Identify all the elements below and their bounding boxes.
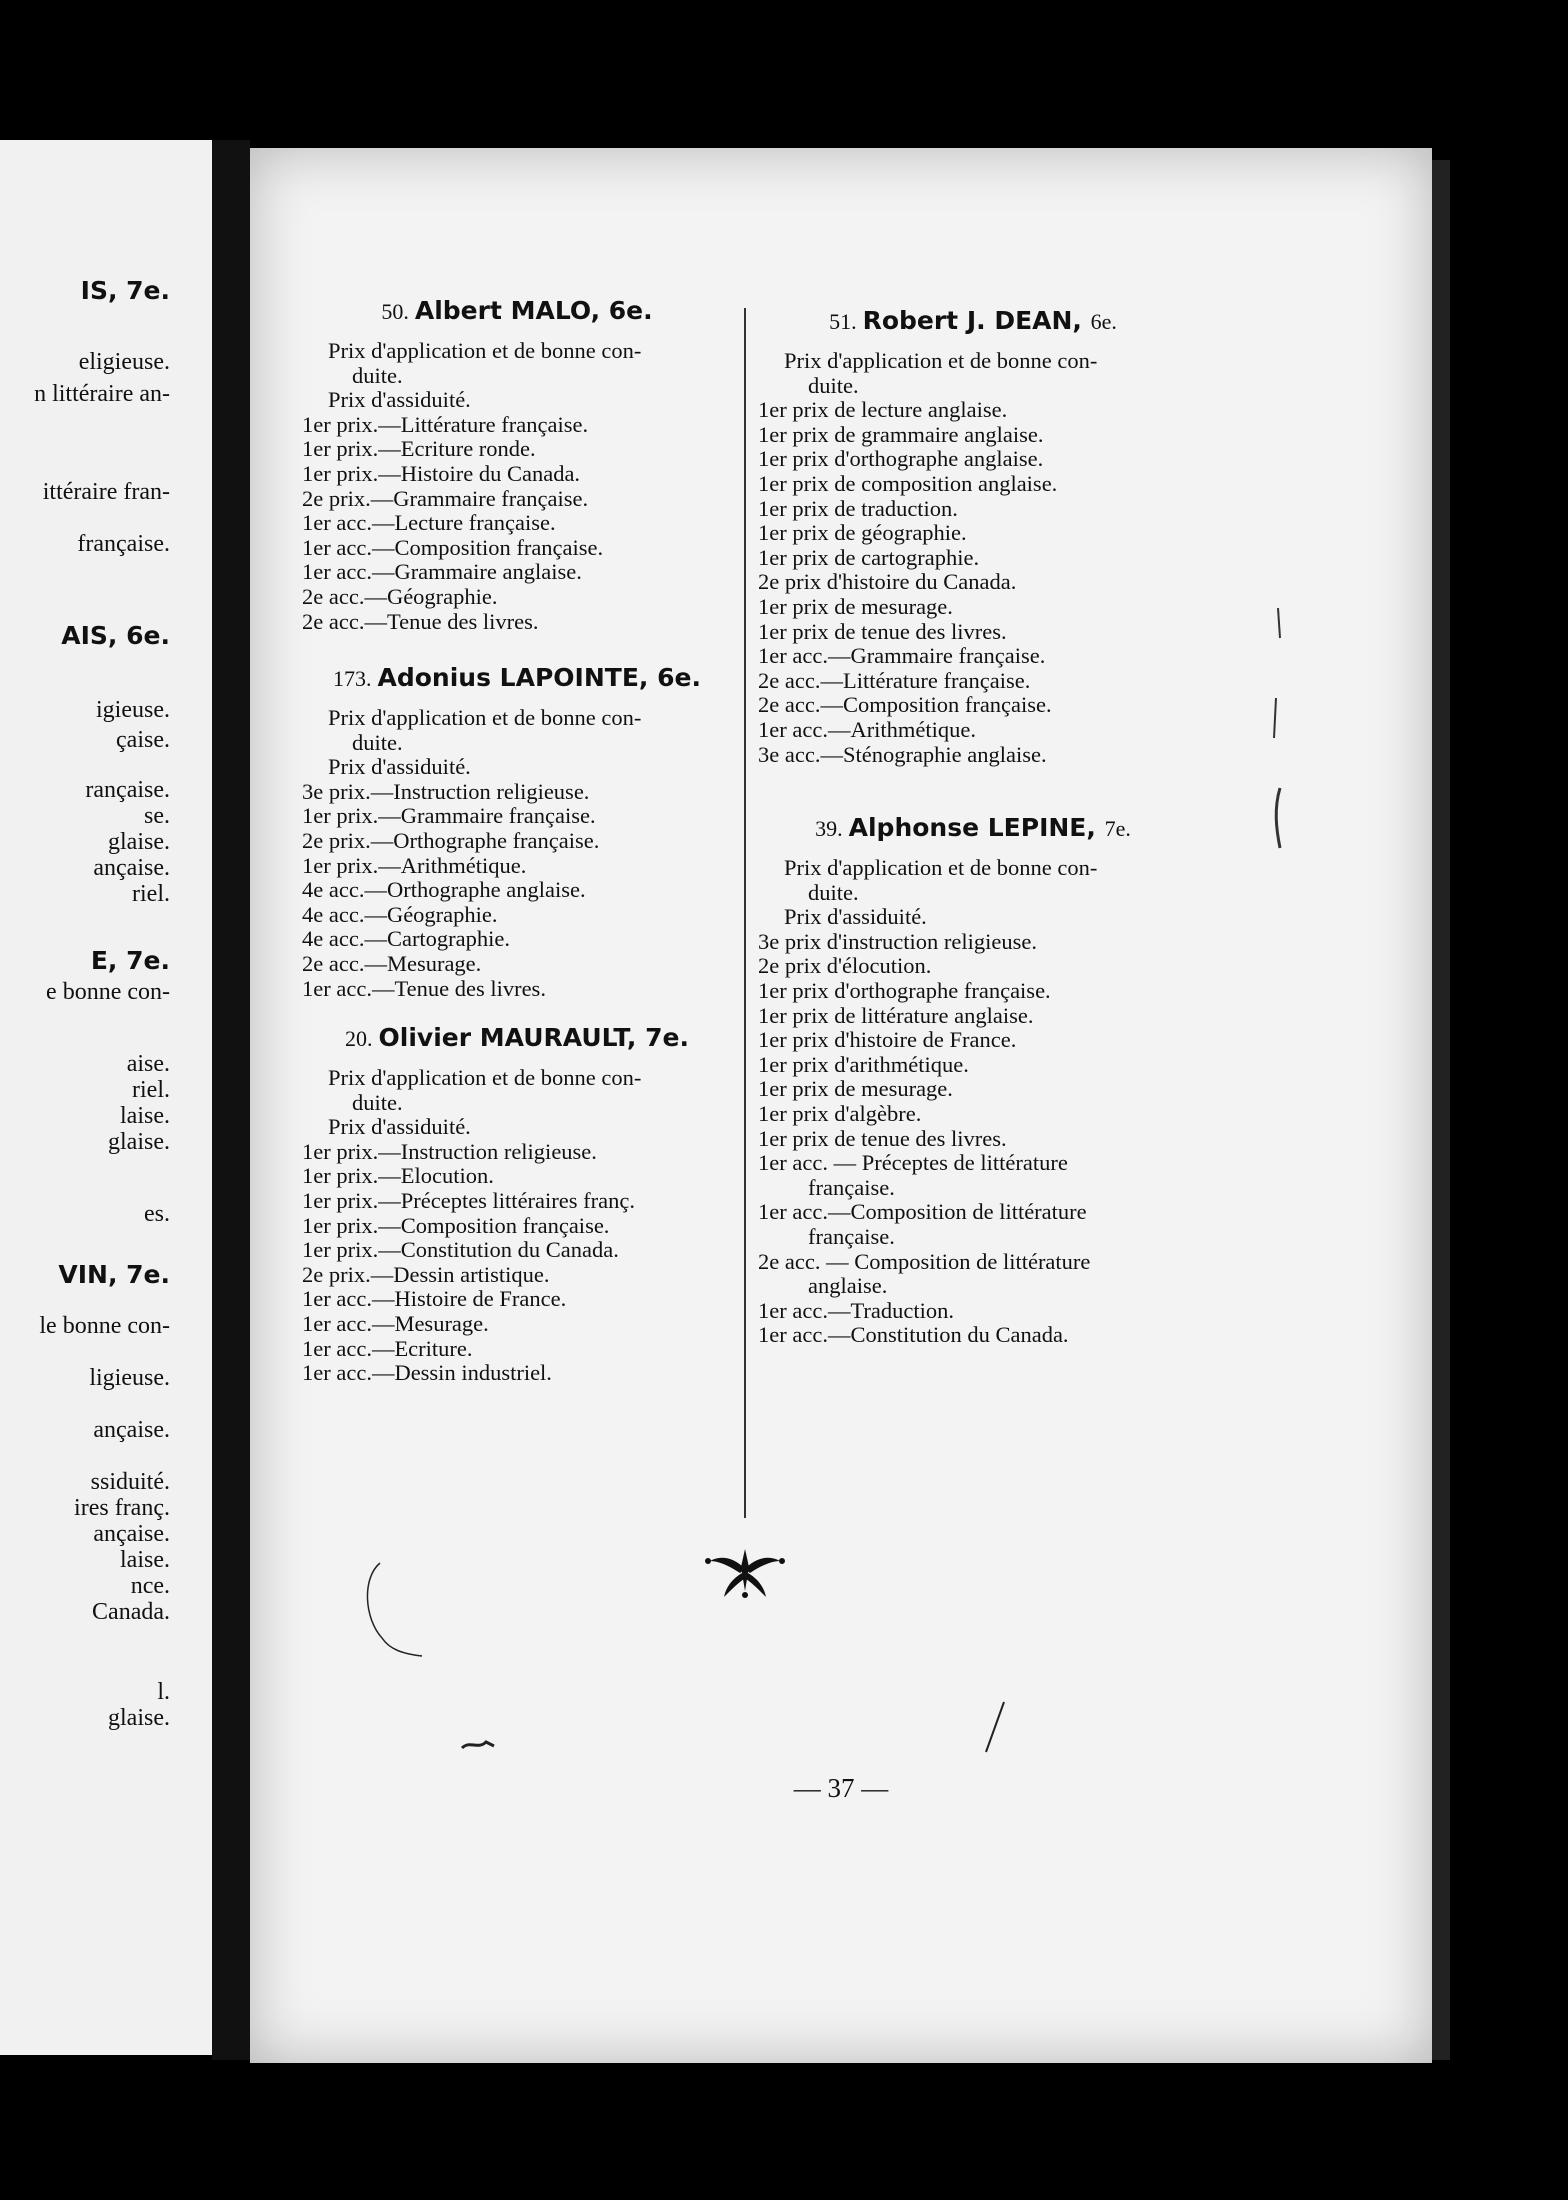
prize-line: 3e prix.—Instruction religieuse. [302,778,590,804]
left-page-text-fragment: IS, 7e. [80,276,170,305]
student-grade: 7e. [645,1023,689,1052]
prize-line: 1er prix.—Préceptes littéraires franç. [302,1187,635,1213]
left-page-text-fragment: es. [144,1201,170,1227]
column-divider [744,308,746,1518]
prize-line: 1er prix.—Histoire du Canada. [302,460,581,486]
prize-line: duite. [352,729,403,755]
left-page-text-fragment: ançaise. [93,1521,170,1547]
prize-line: 2e acc.—Tenue des livres. [302,608,539,634]
prize-line: 2e acc. — Composition de littérature [758,1248,1091,1274]
left-page-text-fragment: glaise. [108,829,170,855]
student-grade: 6e. [1090,309,1117,334]
left-page-text-fragment: Canada. [92,1599,170,1625]
prize-line: 1er prix de tenue des livres. [758,618,1007,644]
left-page-text-fragment: nce. [130,1573,170,1599]
paper-mark [360,1558,430,1668]
left-page-text-fragment: ittéraire fran- [42,479,170,505]
prize-line: 1er prix de traduction. [758,495,958,521]
student-grade: 6e. [608,296,653,325]
prize-line: 1er acc.—Tenue des livres. [302,975,546,1001]
prize-line: 3e acc.—Sténographie anglaise. [758,741,1047,767]
prize-entry [758,306,1188,767]
prize-line: française. [808,1174,895,1200]
left-page-text-fragment: rançaise. [85,777,170,803]
fleuron-ornament-icon [700,1543,790,1603]
prize-line: duite. [808,372,859,398]
student-grade: 6e. [657,663,701,692]
prize-line: 1er prix.—Ecriture ronde. [302,436,536,462]
left-page-text-fragment: glaise. [108,1705,170,1731]
prize-line: Prix d'application et de bonne con- [784,855,1098,880]
prize-line: 1er acc.—Traduction. [758,1297,954,1323]
student-heading [302,296,732,327]
prize-line: 2e acc.—Géographie. [302,583,498,609]
student-name: Robert J. DEAN, [862,306,1082,335]
student-number: 50. [381,299,409,324]
prize-line: 2e prix.—Dessin artistique. [302,1261,550,1287]
student-heading [758,306,1188,337]
prize-line: française. [808,1223,895,1249]
prize-line: 1er prix.—Arithmétique. [302,852,527,878]
left-page-text-fragment: ligieuse. [89,1365,170,1391]
left-page-fragment [0,140,212,2055]
prize-entry [302,663,732,1001]
student-name: Olivier MAURAULT, [378,1023,637,1052]
prize-line: 1er acc.—Histoire de France. [302,1286,567,1312]
prize-line: Prix d'application et de bonne con- [328,705,642,730]
left-page-text-fragment: eligieuse. [78,349,170,375]
prize-line: 2e prix.—Orthographe française. [302,827,600,853]
prize-line: Prix d'assiduité. [328,754,471,780]
left-page-text-fragment: laise. [120,1103,170,1129]
left-page-text-fragment: n littéraire an- [34,381,170,407]
prize-line: 1er prix d'algèbre. [758,1100,922,1126]
prize-line: 1er prix d'histoire de France. [758,1027,1017,1053]
prize-line: 1er prix.—Littérature française. [302,411,589,437]
left-page-text-fragment: riel. [132,881,170,907]
prize-entry [302,1023,732,1386]
left-page-text-fragment: ires franç. [74,1495,170,1521]
left-page-text-fragment: le bonne con- [39,1313,170,1339]
prize-line: 1er acc.—Composition française. [302,534,604,560]
prize-line: Prix d'application et de bonne con- [784,348,1098,373]
prize-line: 1er prix de mesurage. [758,1076,953,1102]
left-page-text-fragment: l. [157,1679,170,1705]
prize-line: Prix d'application et de bonne con- [328,1065,642,1090]
left-page-text-fragment: riel. [132,1077,170,1103]
student-number: 20. [345,1026,373,1051]
student-name: Albert MALO, [414,296,601,325]
prize-line: 3e prix d'instruction religieuse. [758,928,1037,954]
left-page-text-fragment: glaise. [108,1129,170,1155]
prize-line: 4e acc.—Cartographie. [302,926,511,952]
prize-entry [302,296,732,634]
left-page-text-fragment: VIN, 7e. [58,1260,170,1289]
prize-line: 1er prix de tenue des livres. [758,1125,1007,1151]
prize-line: 1er prix.—Composition française. [302,1212,610,1238]
prize-line: 1er acc.—Grammaire anglaise. [302,559,582,585]
prize-line: 1er acc.—Ecriture. [302,1335,473,1361]
prize-line: 2e prix.—Grammaire française. [302,485,589,511]
prize-line: 1er prix d'arithmétique. [758,1051,969,1077]
student-heading [302,1023,732,1054]
prize-line: 4e acc.—Orthographe anglaise. [302,877,586,903]
prize-line: 2e prix d'élocution. [758,953,932,979]
prize-line: 1er prix.—Constitution du Canada. [302,1237,619,1263]
prize-line: 1er acc.—Mesurage. [302,1310,489,1336]
left-page-text-fragment: çaise. [116,727,170,753]
prize-line: anglaise. [808,1273,888,1299]
prize-line: 1er prix de géographie. [758,520,967,546]
prize-line: duite. [352,1089,403,1115]
prize-line: 1er acc.—Constitution du Canada. [758,1322,1069,1348]
student-number: 51. [829,309,857,334]
prize-line: Prix d'application et de bonne con- [328,338,642,363]
prize-line: 1er prix.—Instruction religieuse. [302,1138,597,1164]
student-name: Alphonse LEPINE, [848,813,1096,842]
left-page-text-fragment: ançaise. [93,1417,170,1443]
left-page-text-fragment: française. [77,531,170,557]
prize-line: 1er prix de cartographie. [758,544,980,570]
prize-line: 1er acc.—Arithmétique. [758,716,977,742]
left-page-text-fragment: e bonne con- [46,979,170,1005]
left-page-text-fragment: se. [144,803,170,829]
prize-line: 1er acc.—Composition de littérature [758,1199,1087,1225]
prize-line: 1er prix.—Grammaire française. [302,803,596,829]
page-37 [250,148,1432,2063]
paper-mark [980,1698,1010,1758]
prize-line: 1er prix.—Elocution. [302,1163,494,1189]
prize-line: 1er prix de lecture anglaise. [758,397,1008,423]
left-page-text-fragment: laise. [120,1547,170,1573]
student-name: Adonius LAPOINTE, [377,663,649,692]
student-grade: 7e. [1104,816,1131,841]
left-page-text-fragment: ançaise. [93,855,170,881]
student-number: 173. [333,666,372,691]
left-page-text-fragment: E, 7e. [90,946,170,975]
prize-line: 1er prix de littérature anglaise. [758,1002,1034,1028]
prize-line: 1er prix d'orthographe anglaise. [758,446,1044,472]
prize-line: duite. [352,362,403,388]
left-page-text-fragment: igieuse. [96,697,170,723]
left-page-text-fragment: aise. [126,1051,170,1077]
paper-mark [1260,598,1290,858]
prize-line: 1er prix de mesurage. [758,593,953,619]
prize-line: 4e acc.—Géographie. [302,901,498,927]
prize-line: 1er acc.—Grammaire française. [758,643,1046,669]
left-page-text-fragment: AIS, 6e. [61,621,170,650]
paper-mark [460,1728,500,1758]
page-edge-shadow [1432,160,1450,2060]
prize-line: Prix d'assiduité. [784,904,927,930]
prize-line: duite. [808,879,859,905]
student-number: 39. [815,816,843,841]
prize-entry [758,813,1188,1348]
prize-line: 2e acc.—Mesurage. [302,950,482,976]
prize-line: 1er acc.—Dessin industriel. [302,1360,552,1386]
prize-line: 1er prix de grammaire anglaise. [758,421,1044,447]
prize-line: 2e acc.—Littérature française. [758,667,1031,693]
prize-line: 1er prix de composition anglaise. [758,470,1058,496]
prize-line: 1er acc.—Lecture française. [302,510,556,536]
prize-line: Prix d'assiduité. [328,1114,471,1140]
student-heading [758,813,1188,844]
student-heading [302,663,732,694]
prize-line: Prix d'assiduité. [328,387,471,413]
page-number: — 37 — [793,1773,889,1803]
left-page-text-fragment: ssiduité. [90,1469,170,1495]
prize-line: 2e acc.—Composition française. [758,692,1052,718]
prize-line: 1er prix d'orthographe française. [758,977,1051,1003]
prize-line: 2e prix d'histoire du Canada. [758,569,1017,595]
prize-line: 1er acc. — Préceptes de littérature [758,1150,1068,1176]
book-gutter [212,140,250,2060]
